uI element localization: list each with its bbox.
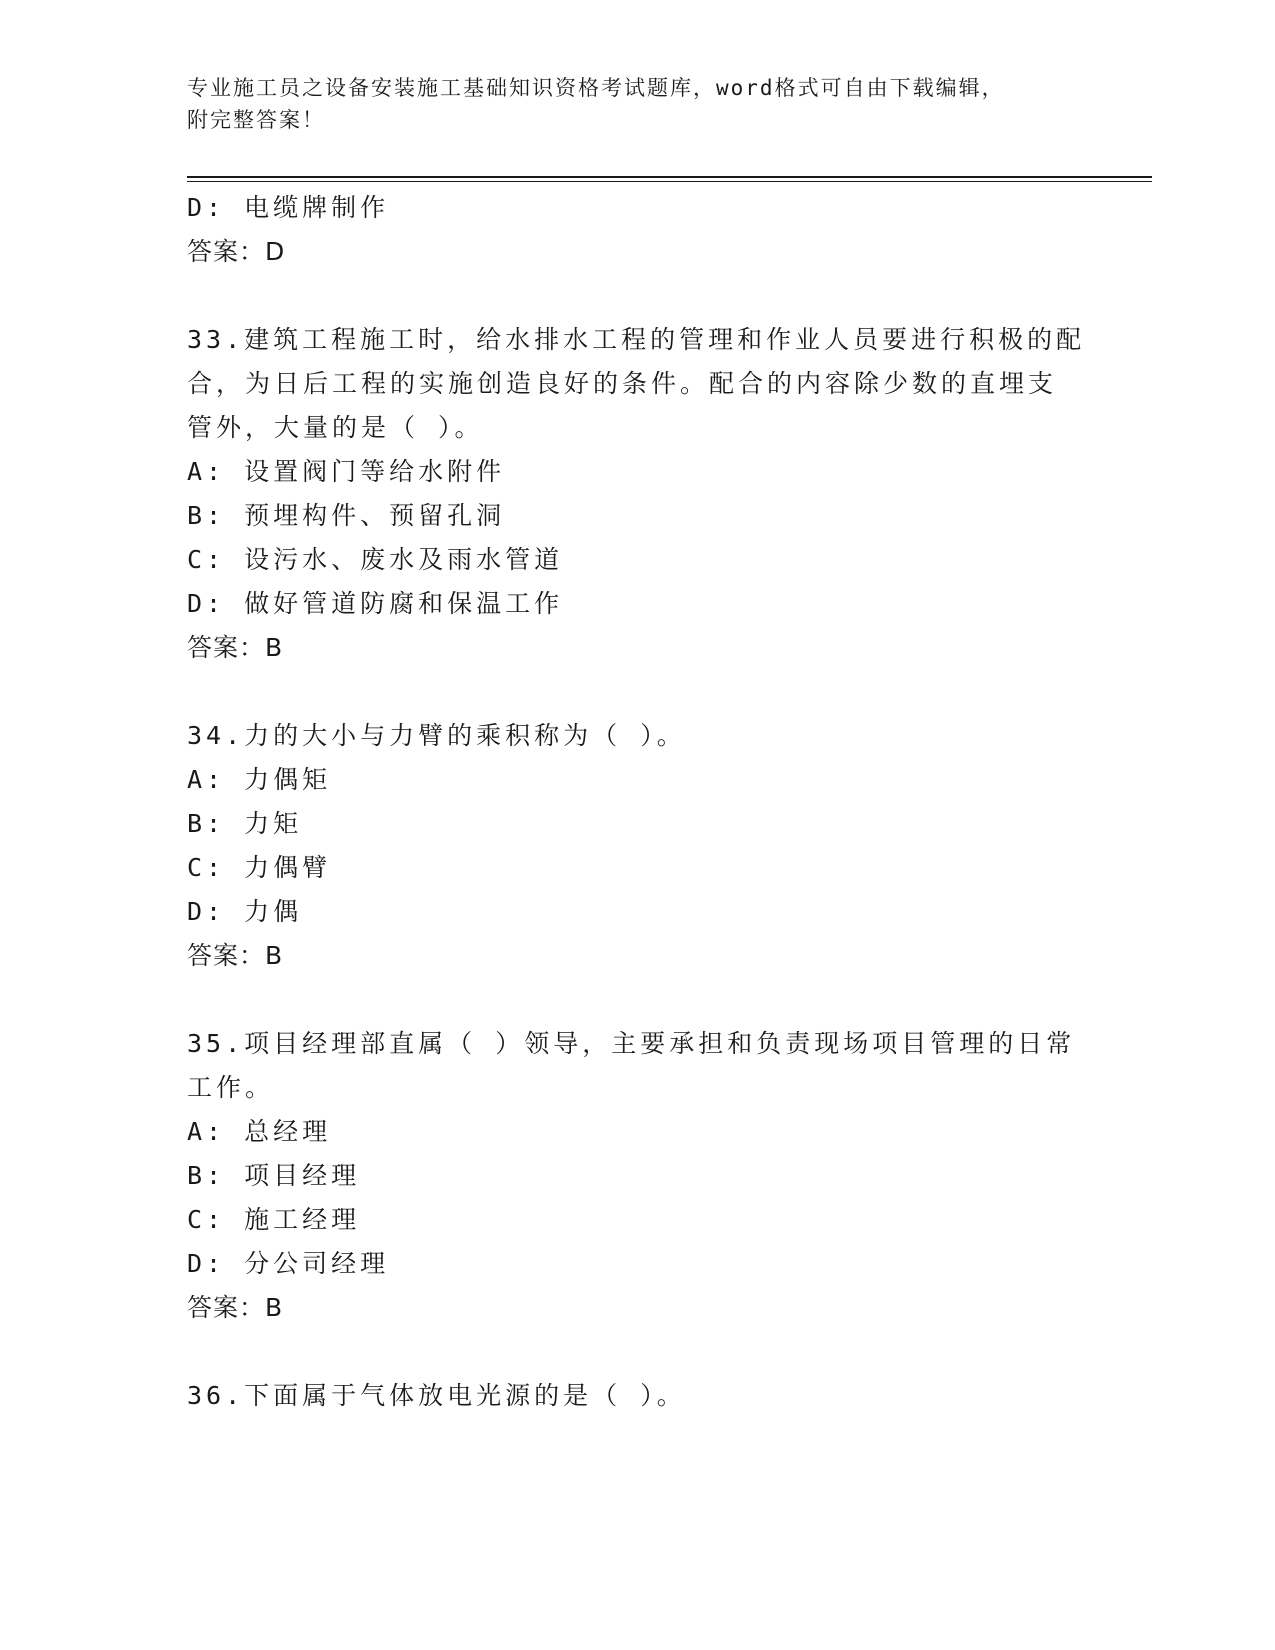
q34-line-1: 34.力的大小与力臂的乘积称为（ ）。	[187, 721, 686, 750]
q33-option-a: A: 设置阀门等给水附件	[187, 457, 506, 486]
q35-answer: 答案：B	[187, 1293, 284, 1322]
q34-answer: 答案：B	[187, 941, 284, 970]
q35-option-a: A: 总经理	[187, 1117, 332, 1146]
q35-line-1: 35.项目经理部直属（ ）领导，主要承担和负责现场项目管理的日常	[187, 1029, 1076, 1058]
prev-answer: 答案：D	[187, 237, 286, 266]
document-header	[187, 72, 1087, 136]
q34-option-a: A: 力偶矩	[187, 765, 332, 794]
q36-line-1: 36.下面属于气体放电光源的是（ ）。	[187, 1381, 686, 1410]
q34-option-d: D: 力偶	[187, 897, 303, 926]
q35-option-c: C: 施工经理	[187, 1205, 361, 1234]
q34-option-b: B: 力矩	[187, 809, 303, 838]
q35-option-b: B: 项目经理	[187, 1161, 361, 1190]
q33-line-1: 33.建筑工程施工时，给水排水工程的管理和作业人员要进行积极的配	[187, 325, 1086, 354]
header-line-2: 附完整答案！	[187, 108, 325, 132]
q35-line-2: 工作。	[187, 1073, 275, 1102]
header-divider-thick	[187, 176, 1152, 178]
header-divider-thin	[187, 181, 1152, 182]
q34-option-c: C: 力偶臂	[187, 853, 332, 882]
q35-option-d: D: 分公司经理	[187, 1249, 390, 1278]
q33-line-2: 合，为日后工程的实施创造良好的条件。配合的内容除少数的直埋支	[187, 369, 1058, 398]
q33-line-3: 管外，大量的是（ ）。	[187, 413, 484, 442]
q33-option-d: D: 做好管道防腐和保温工作	[187, 589, 564, 618]
q33-option-c: C: 设污水、废水及雨水管道	[187, 545, 564, 574]
q33-option-b: B: 预埋构件、预留孔洞	[187, 501, 506, 530]
prev-option-d: D: 电缆牌制作	[187, 193, 390, 222]
q33-answer: 答案：B	[187, 633, 284, 662]
header-line-1: 专业施工员之设备安装施工基础知识资格考试题库，word格式可自由下载编辑，	[187, 76, 1005, 100]
